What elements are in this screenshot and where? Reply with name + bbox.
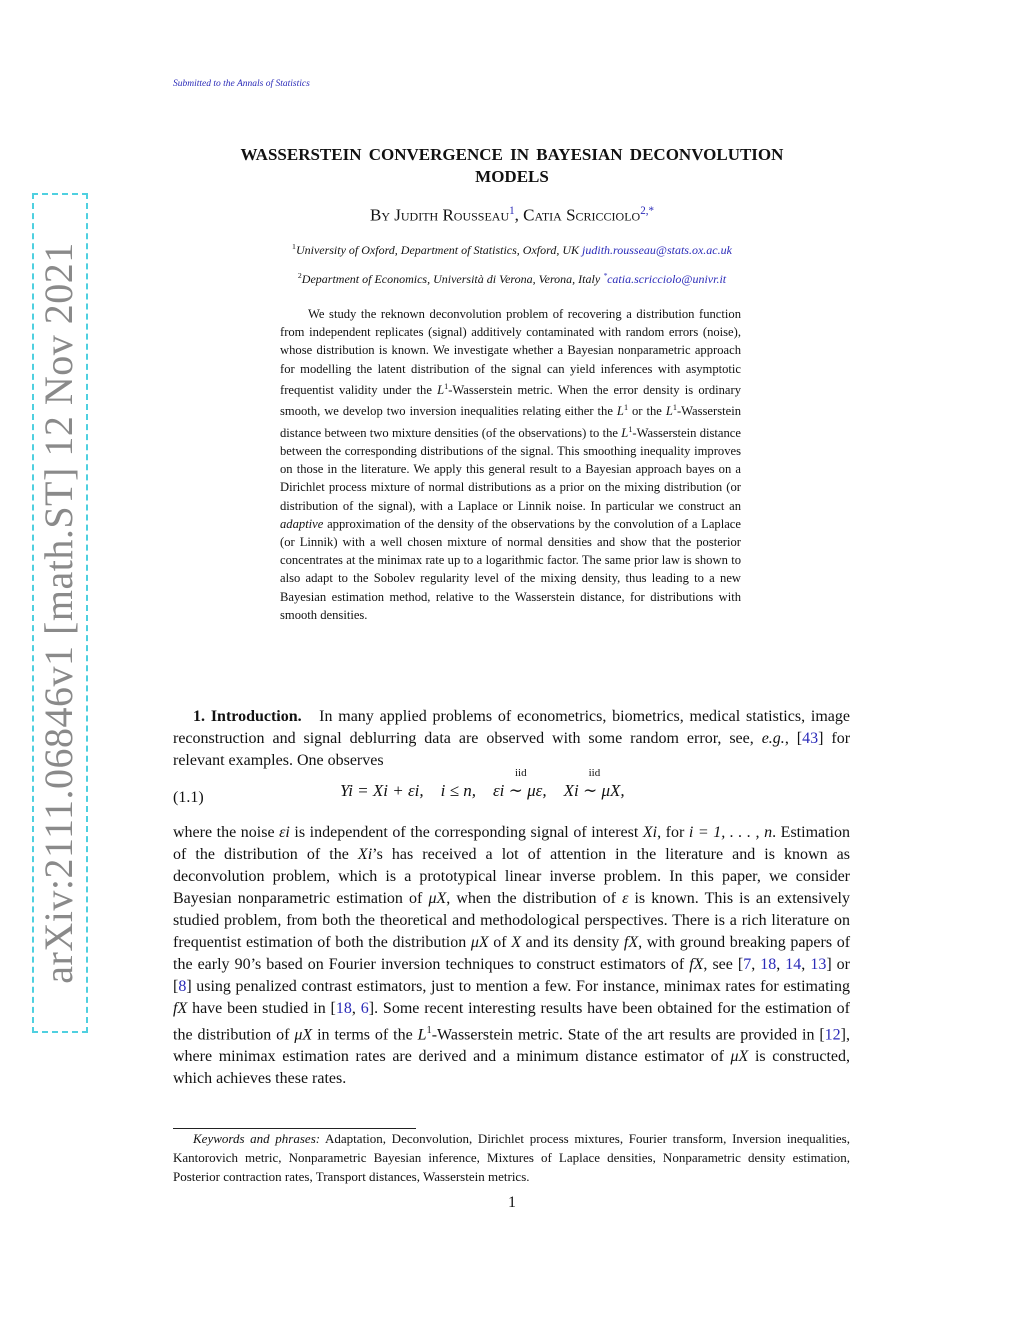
p2-math: μX <box>294 1026 313 1044</box>
abstract-math-L: L <box>665 404 673 419</box>
author-scricciolo: Catia Scricciolo <box>523 205 641 225</box>
p2-text: is constructed, which achieves these rates. <box>173 1048 850 1088</box>
p2-math: fX <box>623 934 639 951</box>
p2-math: μX <box>428 890 447 907</box>
author-line: By Judith Rousseau$^1$, Catia Scricciolo$^{2,*}$ <box>369 205 655 225</box>
p2-text: is independent of the corresponding signal of interest <box>289 824 643 841</box>
intro-eg: e.g. <box>761 730 785 747</box>
aff2-email-link[interactable]: catia.scricciolo@univr.it <box>607 272 727 286</box>
aff2-star: * <box>603 271 608 280</box>
keywords-footnote <box>173 1129 850 1186</box>
paper-title <box>150 144 874 188</box>
introduction-paragraph <box>173 706 850 772</box>
abstract-sup: 1 <box>623 403 629 413</box>
intro-text: , [ <box>784 730 803 747</box>
abstract-text-6: approximation of the density of the observations by the convolution of a Laplace (or Linnik) with a well chosen mixture of normal densities and show that the posterior concentrates at the minimax rate up to a logarithmic factor. The same prior law is shown to also adapt to the Sobolev regularity level of the mixing density, thus leading to a new Bayesian estimation method, relative to the Wasserstein distance, for distributions with smooth densities. <box>280 516 741 622</box>
citation-13[interactable]: 13 <box>810 956 827 973</box>
title-line-2: MODELS <box>475 167 549 186</box>
p2-math: i = 1, . . . , n <box>688 824 773 841</box>
citation-18[interactable]: 18 <box>760 956 777 973</box>
abstract-math-L: L <box>437 383 445 397</box>
p2-text: is known. This is an extensively studied problem, from both the theoretical and methodological perspectives. There is a rich literature on frequentist estimation of both the distribution <box>173 890 850 951</box>
p2-math: fX <box>173 1000 188 1017</box>
abstract-text-3: or the <box>628 404 666 419</box>
author-rousseau: Judith Rousseau <box>394 205 510 225</box>
p2-text: and its density <box>521 934 624 951</box>
section-heading-introduction: 1. Introduction. <box>193 708 302 725</box>
p2-text: of <box>488 934 512 951</box>
p2-math: ε <box>622 890 629 907</box>
iid-label: iid <box>588 767 601 779</box>
p2-text: have been studied in [ <box>187 1000 336 1017</box>
aff1-text: University of Oxford, Department of Statistics, Oxford, UK <box>295 243 580 257</box>
p2-math: Xi <box>642 824 658 841</box>
citation-18[interactable]: 18 <box>335 1000 352 1017</box>
p2-text: , <box>801 956 811 973</box>
title-line-1: WASSERSTEIN CONVERGENCE IN BAYESIAN DECONVOLUTION <box>240 145 784 164</box>
abstract-text-4: -Wasserstein distance between two mixture densities (of the observations) to the <box>280 404 741 440</box>
p2-text: ’s has received a lot of attention in the literature and is known as deconvolution problem, which is a prototypical linear inverse problem. In this paper, we consider Bayesian nonparametric estimation of <box>173 846 851 907</box>
p2-math: Xi <box>357 846 373 863</box>
eq-condition: i ≤ n, <box>440 781 476 800</box>
p2-text: , for <box>657 824 689 841</box>
eq-noise-text: εi ∼ με, <box>492 781 547 800</box>
abstract-math-L: L <box>621 425 629 440</box>
equation-1-1 <box>340 767 625 801</box>
citation-12[interactable]: 12 <box>824 1026 841 1044</box>
intro-text: In many applied problems of econometrics, biometrics, medical statistics, image reconstruction and signal deblurring data are observed with some random error, see, <box>173 708 850 747</box>
p2-text: ] using penalized contrast estimators, just to mention a few. For instance, minimax rates for estimating <box>186 978 850 995</box>
eq-signal <box>563 767 625 801</box>
author1-affiliation-mark[interactable]: 1 <box>509 205 515 217</box>
page-number: 1 <box>508 1194 516 1211</box>
p2-text: , when the distribution of <box>446 890 623 907</box>
abstract-math-L: L <box>616 404 624 419</box>
p2-text: ] or [ <box>173 956 851 995</box>
by-label: By <box>369 205 390 225</box>
affiliation-2 <box>150 271 874 287</box>
aff2-text: Department of Economics, Università di Verona, Verona, Italy <box>301 272 601 286</box>
p2-text: , with ground breaking papers of the early 90’s based on Fourier inversion techniques to construct estimators of <box>173 934 851 973</box>
citation-14[interactable]: 14 <box>785 956 802 973</box>
p2-text: -Wasserstein metric. State of the art results are provided in [ <box>431 1026 825 1044</box>
p2-sup: 1 <box>426 1025 432 1036</box>
p2-math: μX <box>730 1048 749 1066</box>
abstract-text-2: -Wasserstein metric. When the error density is ordinary smooth, we develop two inversion inequalities relating either the <box>280 383 741 419</box>
p2-text: , <box>776 956 786 973</box>
body-paragraph-2 <box>173 822 850 1090</box>
p2-math: X <box>511 934 522 951</box>
abstract-sup: 1 <box>672 403 677 413</box>
p2-math: L <box>417 1026 427 1044</box>
journal-header[interactable]: Submitted to the Annals of Statistics <box>173 79 310 89</box>
keywords-text: Adaptation, Deconvolution, Dirichlet process mixtures, Fourier transform, Inversion inequalities, Kantorovich metric, Nonparametric Bayesian inference, Mixtures of Laplace densities, Nonparametric density estimation, Posterior contraction rates, Transport distances, Wasserstein metrics. <box>173 1131 850 1184</box>
aff1-email-link[interactable]: judith.rousseau@stats.ox.ac.uk <box>582 243 732 257</box>
author2-affiliation-mark[interactable]: 2,* <box>640 205 655 217</box>
abstract <box>280 305 741 624</box>
citation-43[interactable]: 43 <box>802 730 819 747</box>
eq-noise <box>492 767 547 801</box>
p2-text: where the noise <box>173 824 280 841</box>
p2-text: , <box>351 1000 361 1017</box>
p2-math: εi <box>279 824 290 841</box>
iid-label: iid <box>514 767 527 779</box>
eq-lhs: Yi = Xi + εi, <box>340 781 424 800</box>
p2-text: , <box>751 956 761 973</box>
citation-8[interactable]: 8 <box>178 978 187 995</box>
keywords-label: Keywords and phrases: <box>193 1131 321 1146</box>
p2-text: ]. Some recent interesting results have been obtained for the estimation of the distribution of <box>173 1000 850 1044</box>
intro-text: ] for relevant examples. One observes <box>173 730 851 769</box>
eq-signal-text: Xi ∼ μX, <box>563 781 625 800</box>
abstract-text-5: -Wasserstein distance between the corresponding distributions of the signal. This smoothing inequality improves on those in the literature. We apply this general result to a Bayesian approach bayes on a Dirichlet process mixture of normal distributions as a prior on the mixing distribution (or distribution of the signal), with a Laplace or Linnik noise. In particular we construct an <box>280 425 741 513</box>
p2-math: μX <box>470 934 489 951</box>
abstract-sup: 1 <box>444 381 449 391</box>
p2-math: fX <box>689 956 704 973</box>
arxiv-identifier-stamp[interactable]: arXiv:2111.06846v1 [math.ST] 12 Nov 2021 <box>32 193 88 1033</box>
aff1-mark: 1 <box>292 242 296 251</box>
p2-text: in terms of the <box>312 1026 418 1044</box>
affiliation-1 <box>150 242 874 258</box>
aff2-mark: 2 <box>297 271 302 280</box>
equation-label: (1.1) <box>173 789 204 806</box>
abstract-adaptive-word: adaptive <box>280 516 324 531</box>
abstract-text-1: We study the reknown deconvolution problem of recovering a distribution function from independent replicates (signal) additively contaminated with random errors (noise), whose distribution is known. We investigate whether a Bayesian nonparametric approach for modelling the latent distribution of the signal can yield inferences with asymptotic frequentist validity under the <box>280 307 741 397</box>
p2-text: . Estimation of the distribution of the <box>173 824 851 863</box>
citation-7[interactable]: 7 <box>743 956 752 973</box>
abstract-sup: 1 <box>628 424 633 434</box>
p2-text: , see [ <box>703 956 744 973</box>
p2-text: ], where minimax estimation rates are derived and a minimum distance estimator of <box>173 1026 850 1066</box>
citation-6[interactable]: 6 <box>360 1000 369 1017</box>
